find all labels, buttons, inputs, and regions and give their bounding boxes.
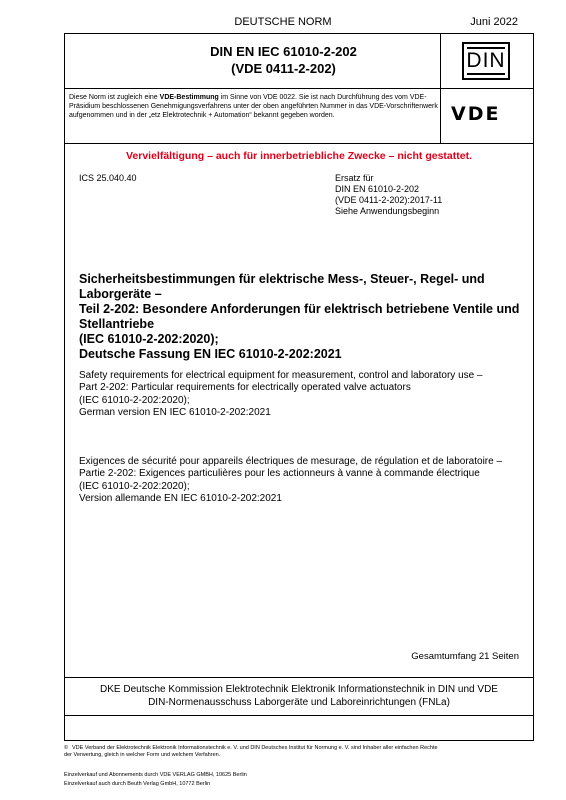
document-type-label: DEUTSCHE NORM [234, 16, 332, 28]
english-title-line-1: Safety requirements for electrical equipment for measurement, control and laboratory use – [79, 370, 483, 381]
din-logo-bottom-bar [467, 73, 505, 75]
sales-line-1: Einzelverkauf und Abonnements durch VDE VERLAG GMBH, 10625 Berlin [64, 772, 247, 778]
german-title-line-1: Sicherheitsbestimmungen für elektrische Mess-, Steuer-, Regel- und Laborgeräte – [79, 272, 485, 301]
title-row [65, 34, 533, 89]
replacement-info [335, 173, 442, 217]
french-title-line-3: (IEC 61010-2-202:2020); [79, 480, 190, 492]
din-logo [462, 42, 510, 80]
replacement-line-3: (VDE 0411-2-202):2017-11 [335, 195, 443, 205]
cover-frame [64, 33, 534, 741]
committee-line-2: DIN-Normenausschuss Laborgeräte und Laboreinrichtungen (FNLa) [148, 696, 450, 708]
copy-warning: Vervielfältigung – auch für innerbetriebliche Zwecke – nicht gestattet. [125, 150, 472, 162]
total-pages: Gesamtumfang 21 Seiten [411, 651, 519, 662]
replacement-line-2: DIN EN 61010-2-202 [335, 184, 420, 194]
replacement-line-4: Siehe Anwendungsbeginn [335, 206, 440, 216]
din-logo-text: DIN [466, 49, 506, 72]
english-title-line-2: Part 2-202: Particular requirements for electrically operated valve actuators [79, 382, 411, 394]
copyright-notice [64, 745, 444, 759]
committee-text [65, 684, 533, 709]
french-title-line-1: Exigences de sécurité pour appareils électriques de mesurage, de régulation et de laboratoire – [79, 456, 503, 467]
french-title [79, 456, 524, 505]
committee-row [65, 677, 533, 716]
copyright-symbol: © [64, 745, 69, 751]
german-title-line-2: Teil 2-202: Besondere Anforderungen für elektrisch betriebene Ventile und Stellantriebe [79, 302, 520, 331]
vde-note-after: im Sinne von VDE 0022. Sie ist nach Durchführung des vom VDE-Präsidium beschlossenen Genehmigungsverfahrens unter der oben angeführten Nummer in das VDE-Vorschriftenwerk aufgenommen und in der „etz Elektrotechnik + Automation“ bekannt gegeben worden. [69, 94, 438, 119]
standard-number-din: DIN EN IEC 61010-2-202 [210, 44, 357, 59]
vde-regulation-note [69, 94, 439, 120]
english-title-line-3: (IEC 61010-2-202:2020); [79, 394, 190, 406]
standard-number [131, 43, 436, 77]
vde-note-before: Diese Norm ist zugleich eine [69, 94, 160, 101]
french-title-line-4: Version allemande EN IEC 61010-2-202:2021 [79, 492, 282, 504]
vde-logo: VDE [451, 103, 501, 125]
copyright-text: VDE Verband der Elektrotechnik Elektronik Informationstechnik e. V. und DIN Deutsches Institut für Normung e. V. sind Inhaber aller einfachen Rechte der Verwertung, gleich in welcher Form und welchem Verfahren. [64, 745, 438, 758]
sales-line-2: Einzelverkauf auch durch Beuth Verlag GmbH, 10772 Berlin [64, 781, 211, 787]
publication-date: Juni 2022 [470, 16, 518, 28]
committee-line-1: DKE Deutsche Kommission Elektrotechnik Elektronik Informationstechnik in DIN und VDE [100, 684, 498, 695]
sales-info [64, 771, 247, 789]
german-title-line-4: Deutsche Fassung EN IEC 61010-2-202:2021 [79, 347, 342, 361]
vde-logo-cell [440, 89, 533, 144]
standard-number-vde: (VDE 0411-2-202) [231, 61, 336, 76]
vde-note-bold: VDE-Bestimmung [159, 94, 219, 101]
french-title-line-2: Partie 2-202: Exigences particulières pour les actionneurs à vanne à commande électrique [79, 468, 480, 480]
din-logo-cell [440, 34, 533, 89]
replacement-line-1: Ersatz für [335, 173, 374, 183]
german-title-line-3: (IEC 61010-2-202:2020); [79, 332, 219, 346]
english-title [79, 370, 524, 419]
vde-row [65, 89, 533, 144]
english-title-line-4: German version EN IEC 61010-2-202:2021 [79, 406, 271, 418]
ics-code: ICS 25.040.40 [79, 173, 137, 183]
german-title [79, 272, 524, 362]
